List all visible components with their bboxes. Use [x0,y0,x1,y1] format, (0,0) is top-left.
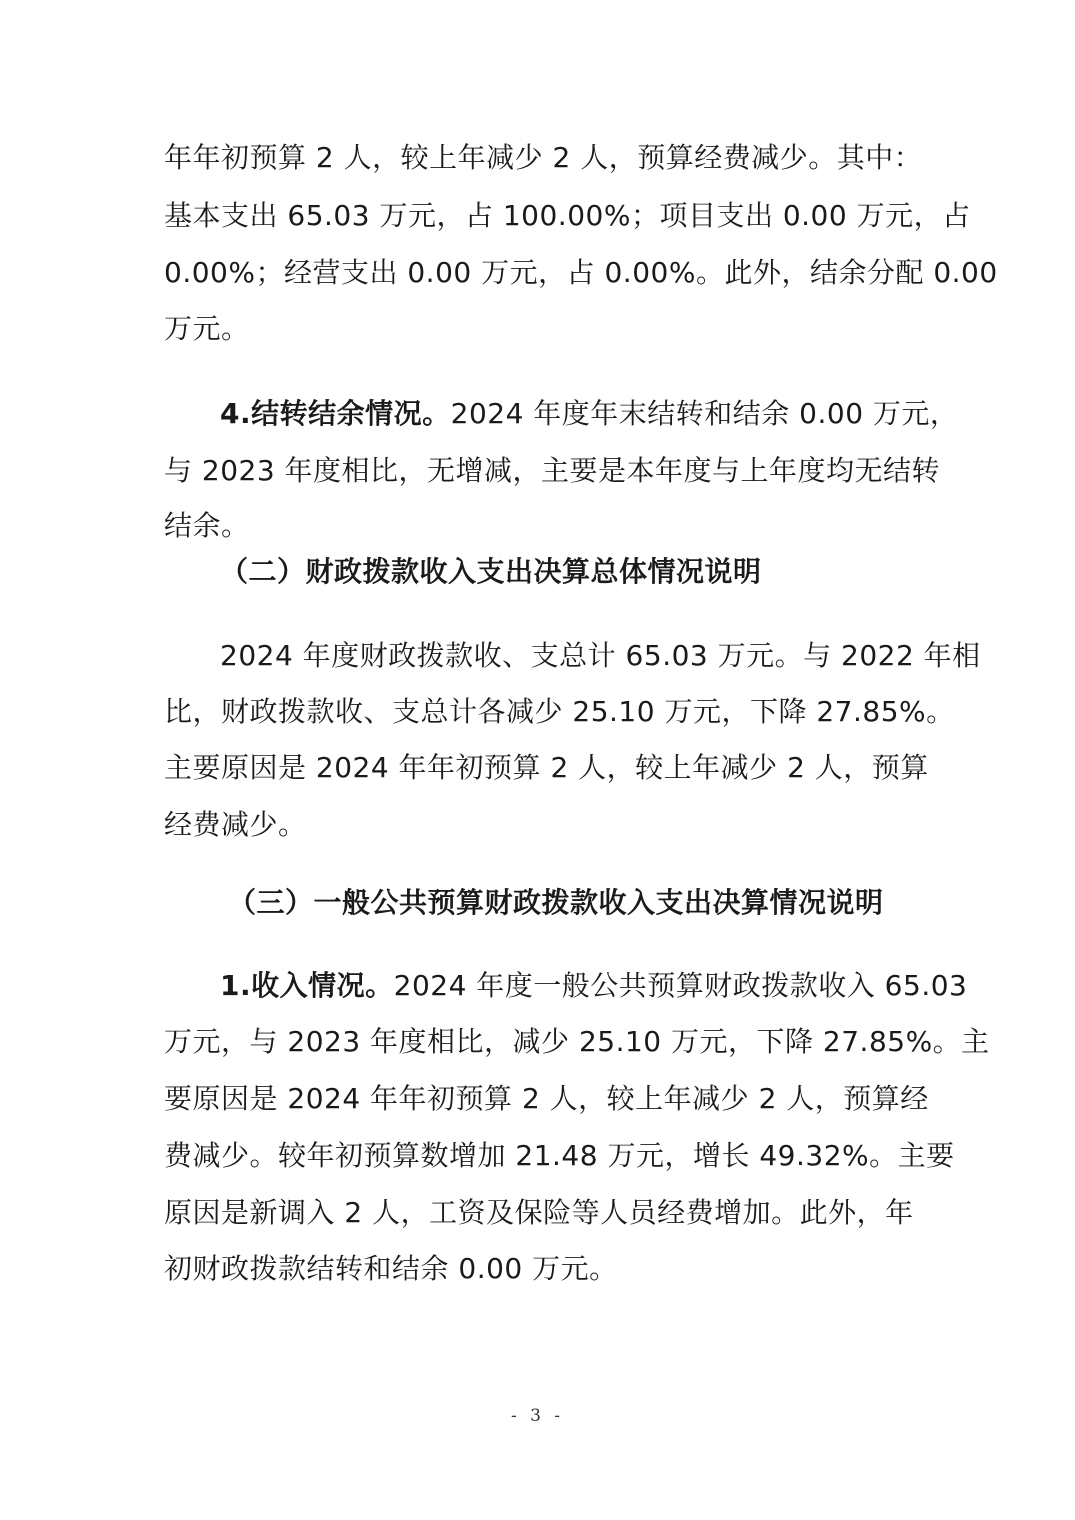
body-text-line: 要原因是 2024 年年初预算 2 人，较上年减少 2 人，预算经 [164,1082,929,1115]
body-text-line: 年年初预算 2 人，较上年减少 2 人，预算经费减少。其中： [164,141,923,174]
body-text-line: 比，财政拨款收、支总计各减少 25.10 万元，下降 27.85%。 [164,695,955,728]
body-text-line: 0.00%；经营支出 0.00 万元，占 0.00%。此外，结余分配 0.00 [164,256,998,289]
page-number: - 3 - [510,1406,565,1426]
income-title: 1.收入情况。 [220,969,394,1002]
body-text-line: 原因是新调入 2 人，工资及保险等人员经费增加。此外，年 [164,1196,914,1229]
body-text-line: 经费减少。 [164,808,307,841]
carryover-paragraph-first-line [220,394,958,434]
body-text-line: 主要原因是 2024 年年初预算 2 人，较上年减少 2 人，预算 [164,751,929,784]
body-text-line: 初财政拨款结转和结余 0.00 万元。 [164,1252,618,1285]
body-text-line: 万元，与 2023 年度相比，减少 25.10 万元，下降 27.85%。主 [164,1025,990,1058]
body-text-line: 费减少。较年初预算数增加 21.48 万元，增长 49.32%。主要 [164,1139,955,1172]
income-paragraph-first-line [220,966,967,1006]
section-heading-three: （三）一般公共预算财政拨款收入支出决算情况说明 [228,886,884,919]
body-text-line: 与 2023 年度相比，无增减，主要是本年度与上年度均无结转 [164,454,941,487]
section-heading-two: （二）财政拨款收入支出决算总体情况说明 [220,555,762,588]
body-text-line: 结余。 [164,509,250,542]
carryover-title: 4.结转结余情况。 [220,397,451,430]
body-text-line: 2024 年度财政拨款收、支总计 65.03 万元。与 2022 年相 [220,639,981,672]
income-text: 2024 年度一般公共预算财政拨款收入 65.03 [393,969,968,1002]
carryover-text: 2024 年度年末结转和结余 0.00 万元， [450,397,959,430]
body-text-line: 万元。 [164,312,250,345]
body-text-line: 基本支出 65.03 万元，占 100.00%；项目支出 0.00 万元，占 [164,199,971,232]
